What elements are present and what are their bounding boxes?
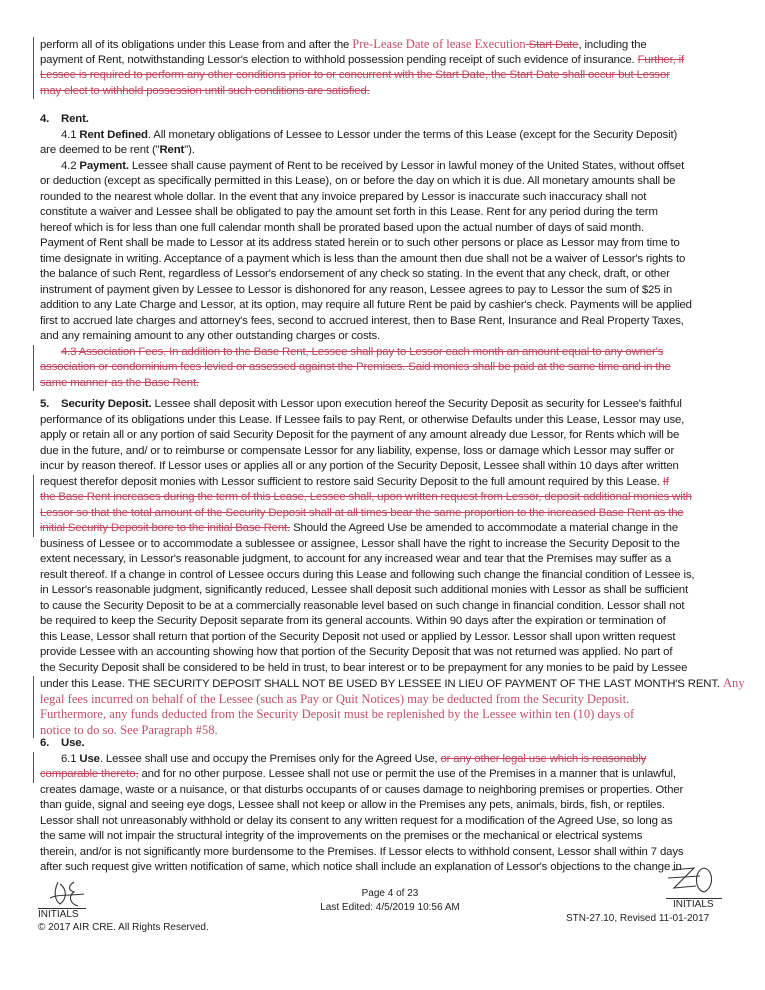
- text-line: [40, 345, 740, 361]
- text-run: and any remaining amount to any other outstanding charges or costs.: [40, 330, 381, 342]
- text-run: this Lease, Lessor shall return that portion of the Security Deposit not used or applied by Lessor. Lessor shall upon written request: [40, 630, 676, 643]
- text-run: apply or retain all or any portion of said Security Deposit for the payment of any amount already due Lessor, for Rents which will be: [40, 429, 680, 441]
- text-run: than guide, signal and seeing eye dogs, Lessee shall not keep or allow in the Premises any pets, animals, birds, fish, or reptiles.: [40, 799, 665, 811]
- text-run: under this Lease. THE SECURITY DEPOSIT SHALL NOT BE USED BY LESSEE IN LIEU OF PAYMENT OF THE LAST MONTH'S RENT.: [40, 678, 723, 690]
- text-line: [40, 645, 740, 661]
- struck-text: 4.3 Association Fees. In addition to the Base Rent, Lessee shall pay to Lessor each month an amount equal to any owner's: [61, 345, 664, 358]
- text-line: [40, 860, 740, 876]
- inserted-text: Any: [722, 676, 745, 690]
- struck-text: comparable thereto,: [40, 768, 139, 780]
- text-line: [40, 397, 740, 413]
- text-run: first to accrued late charges and attorney's fees, second to accrued interest, then to Base Rent, Insurance and Real Property Taxes,: [40, 314, 684, 327]
- left-initials-signature: [44, 876, 94, 910]
- text-run: the Security Deposit shall be considered to be held in trust, to bear interest or to be prepayment for any monies to be paid by Lessee: [40, 661, 688, 674]
- text-line: [40, 205, 740, 221]
- text-line: [40, 298, 740, 314]
- text-line: [40, 630, 740, 646]
- inserted-text: Pre-Lease Date of lease Execution: [352, 37, 526, 51]
- text-run: 6.1: [61, 752, 80, 765]
- section-5-security-deposit: [40, 397, 745, 738]
- text-run: Lessor shall not unreasonably withhold or delay its consent to any written request for a modification of the Agreed Use, so long as: [40, 814, 673, 827]
- left-initials-label: INITIALS: [38, 909, 79, 920]
- text-run: time designate in writing. Acceptance of a payment which is less than the amount then due shall not be a waiver of Lessor's rights to: [40, 252, 686, 265]
- text-run: 4.2: [61, 159, 80, 172]
- text-line: [40, 221, 740, 237]
- section-4-rent: [40, 112, 740, 391]
- last-edited: Last Edited: 4/5/2019 10:56 AM: [320, 902, 460, 913]
- struck-text: may elect to withhold possession until such conditions are satisfied.: [40, 84, 370, 97]
- text-line: [40, 736, 740, 752]
- struck-text: or any other legal use which is reasonably: [440, 752, 647, 765]
- bold-term: Security Deposit.: [61, 398, 152, 410]
- text-run: incur by reason thereof. If Lessor uses or applies all or any portion of the Security Deposit, Lessee shall within 10 days after written: [40, 460, 679, 472]
- text-run: . Lessee shall use and occupy the Premises only for the Agreed Use,: [99, 752, 441, 765]
- text-line: [40, 707, 740, 723]
- text-run: due in the future, and/ or to reimburse or compensate Lessor for any liability, expense, loss or damage which Lessor may suffer or: [40, 444, 675, 457]
- text-run: in Lessor's reasonable judgment, significantly reduced, Lessee shall deposit such additional monies with Lessor as shall be sufficient: [40, 584, 688, 596]
- struck-text: If: [662, 475, 669, 488]
- text-run: to cause the Security Deposit to be at a commercially reasonable level based on such change in financial condition. Lessor shall not: [40, 599, 685, 612]
- text-run: request therefor deposit monies with Lessor sufficient to restore said Security Deposit to the full amount required by this Lease.: [40, 475, 663, 488]
- text-line: [40, 68, 740, 84]
- bold-term: Use.: [61, 737, 85, 749]
- text-run: Should the Agreed Use be amended to accommodate a material change in the: [290, 522, 679, 534]
- text-run: . All monetary obligations of Lessee to Lessor under the terms of this Lease (except for the Security Deposit): [147, 128, 678, 141]
- text-run: Lessee shall deposit with Lessor upon execution hereof the Security Deposit as security for Lessee's faithful: [151, 398, 682, 410]
- text-run: constitute a waiver and Lessee shall be obligated to pay the amount set forth in this Lease. Rent for any period during the term: [40, 206, 658, 218]
- struck-text: Lessee is required to perform any other conditions prior to or concurrent with the Start Date, the Start Date shall occur but Lessor: [40, 69, 670, 81]
- right-initials-label: INITIALS: [673, 899, 714, 910]
- text-line: [40, 599, 740, 615]
- bold-term: Payment.: [79, 159, 129, 172]
- text-run: result thereof. If a change in control of Lessee occurs during this Lease and following such change the financial condition of Lessee is,: [40, 568, 695, 581]
- text-run: extent necessary, in Lessor's reasonable judgment, to account for any increased wear and tear that the Premises may suffer as a: [40, 553, 672, 565]
- inserted-text: legal fees incurred on behalf of the Lessee (such as Pay or Quit Notices) may be deducted from the Security Deposit.: [40, 691, 630, 706]
- text-line: [40, 692, 740, 708]
- struck-text: Lessor so that the total amount of the Security Deposit shall at all times bear the same proportion to the increased Base Rent as the: [40, 506, 684, 519]
- text-line: [40, 552, 740, 568]
- text-line: [40, 236, 740, 252]
- inserted-text: Furthermore, any funds deducted from the Security Deposit must be replenished by the Lessee within ten (10) days of: [40, 707, 635, 721]
- text-line: [40, 413, 740, 429]
- struck-text: Further, if: [637, 53, 685, 66]
- text-line: [40, 661, 740, 677]
- text-run: the balance of such Rent, regardless of Lessor's endorsement of any check so stating. In the event that any check, draft, or other: [40, 268, 670, 280]
- struck-text: Start Date: [525, 39, 579, 51]
- struck-text: same manner as the Base Rent.: [40, 376, 200, 389]
- text-line: [40, 583, 740, 599]
- section-number: 5.: [40, 398, 50, 410]
- text-run: after such request give written notification of same, which notice shall include an explanation of Lessor's objections to the change in: [40, 861, 682, 873]
- text-line: [40, 459, 740, 475]
- section-number: 4.: [40, 113, 50, 125]
- text-line: [40, 128, 740, 144]
- text-line: [40, 174, 740, 190]
- text-line: [40, 845, 740, 861]
- text-line: [40, 752, 740, 768]
- text-line: [40, 490, 740, 506]
- bold-term: Rent.: [61, 113, 89, 125]
- text-line: [40, 329, 740, 345]
- text-run: performance of its obligations under this Lease. If Lessee fails to pay Rent, or otherwise Defaults under this Lease, Lessor may use,: [40, 413, 685, 426]
- text-run: provide Lessee with an accounting showing how that portion of the Security Deposit that was not returned was applied. No part of: [40, 646, 673, 658]
- text-run: or deduction (except as specifically permitted in this Lease), on or before the day on which it is due. All monetary amounts shall be: [40, 175, 676, 187]
- bold-term: Use: [79, 752, 100, 765]
- text-line: [40, 252, 740, 268]
- inserted-text: notice to do so. See Paragraph #58.: [40, 722, 218, 737]
- text-line: [40, 537, 740, 553]
- text-line: [40, 267, 740, 283]
- text-run: creates damage, waste or a nuisance, or that disturbs occupants of or causes damage to neighboring premises or properties. Other: [40, 783, 684, 796]
- text-line: [40, 143, 740, 159]
- text-run: Payment of Rent shall be made to Lessor at its address stated herein or to such other persons or place as Lessor may from time to: [40, 237, 680, 249]
- text-line: [40, 676, 745, 692]
- text-line: [40, 783, 740, 799]
- struck-text: association or condominium fees levied or assessed against the Premises. Said monies shall be paid at the same time and in the: [40, 361, 671, 373]
- struck-text: initial Security Deposit bore to the initial Base Rent.: [40, 522, 291, 534]
- text-run: hereof which is for less than one full calendar month shall be prorated based upon the actual number of days of said month.: [40, 221, 644, 234]
- text-run: be required to keep the Security Deposit separate from its general accounts. Within 90 days after the expiration or termination of: [40, 615, 666, 627]
- text-line: [40, 798, 740, 814]
- text-run: rounded to the nearest whole dollar. In the event that any invoice prepared by Lessor is inaccurate such inaccuracy shall not: [40, 190, 647, 203]
- text-line: [40, 376, 740, 392]
- text-line: [40, 506, 740, 522]
- text-line: [40, 444, 740, 460]
- bold-term: Rent Defined: [79, 128, 148, 141]
- text-line: [40, 614, 740, 630]
- text-line: [40, 37, 740, 53]
- text-run: payment of Rent, notwithstanding Lessor's election to withhold possession pending receipt of such evidence of insurance.: [40, 53, 638, 66]
- text-line: [40, 428, 740, 444]
- text-line: [40, 53, 740, 69]
- text-line: [40, 190, 740, 206]
- text-line: [40, 568, 740, 584]
- bold-term: Rent: [159, 144, 185, 156]
- text-run: 4.1: [61, 128, 80, 141]
- struck-text: the Base Rent increases during the term of this Lease, Lessee shall, upon written request from Lessor, deposit additional monies with: [40, 491, 692, 503]
- text-run: are deemed to be rent (": [40, 144, 160, 156]
- section-6-use: [40, 736, 740, 876]
- text-run: therein, and/or is not significantly more burdensome to the Premises. If Lessor elects to withhold consent, Lessor shall within 7 days: [40, 845, 684, 858]
- text-run: the same will not impair the structural integrity of the improvements on the premises or the mechanical or electrical systems: [40, 830, 643, 842]
- text-run: addition to any Late Charge and Lessor, at its option, may require all future Rent be paid by cashier's check. Payments will be applied: [40, 299, 692, 311]
- text-run: , including the: [578, 39, 647, 51]
- text-line: [40, 475, 740, 491]
- section-number: 6.: [40, 737, 50, 749]
- text-run: instrument of payment given by Lessee to Lessor is dishonored for any reason, Lessee agrees to pay to Lessor the sum of $25 in: [40, 283, 673, 296]
- text-run: business of Lessee or to accommodate a sublessee or assignee, Lessor shall have the right to increase the Security Deposit to the: [40, 537, 680, 550]
- text-line: [40, 112, 740, 128]
- text-run: perform all of its obligations under this Lease from and after the: [40, 39, 353, 51]
- text-line: [40, 159, 740, 175]
- section-3-continued: [40, 37, 740, 99]
- copyright: © 2017 AIR CRE. All Rights Reserved.: [38, 922, 209, 933]
- text-line: [40, 314, 740, 330]
- text-line: [40, 814, 740, 830]
- text-line: [40, 767, 740, 783]
- text-line: [40, 829, 740, 845]
- right-initials-signature: [664, 860, 720, 898]
- text-run: ").: [184, 144, 195, 156]
- text-line: [40, 360, 740, 376]
- text-line: [40, 283, 740, 299]
- form-id: STN-27.10, Revised 11-01-2017: [566, 913, 710, 924]
- text-run: and for no other purpose. Lessee shall not use or permit the use of the Premises in a manner that is unlawful,: [138, 768, 676, 780]
- page-number: Page 4 of 23: [361, 888, 419, 899]
- text-line: [40, 84, 740, 100]
- text-line: [40, 521, 740, 537]
- text-run: Lessee shall cause payment of Rent to be received by Lessor in lawful money of the United States, without offset: [128, 159, 685, 172]
